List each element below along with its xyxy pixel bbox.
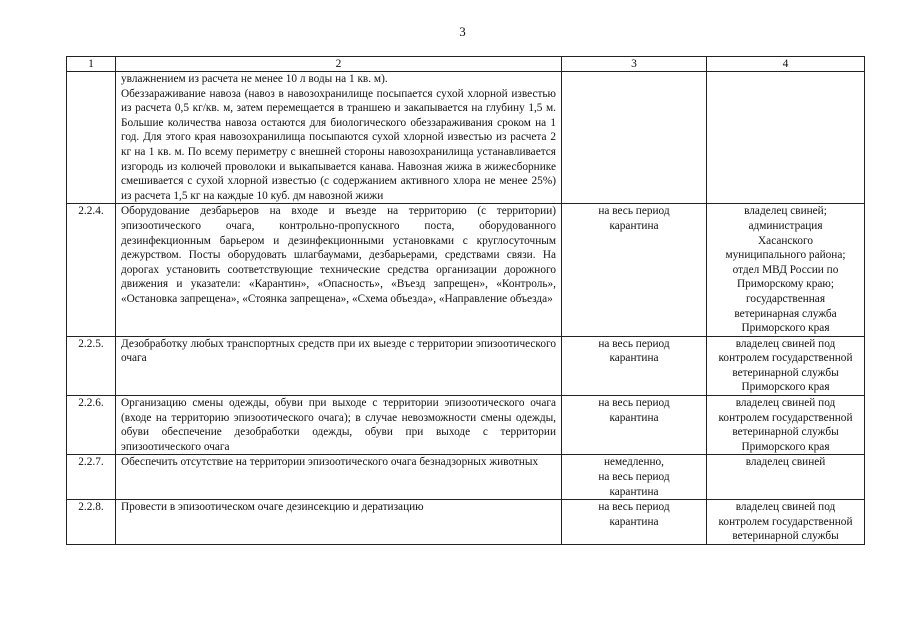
responsible-line: отдел МВД России по: [732, 263, 839, 276]
term-cell: [562, 455, 707, 500]
term-line: карантина: [609, 219, 659, 232]
measure-paragraph: Обеззараживание навоза (навоз в навозохранилище посыпается сухой хлорной известью из расчета 0,5 кг/кв. м, затем перемещается в траншею и закапывается на глубину 1,5 м. Большие количества навоза остаются для биологического обеззараживания сроком на 1 год. Для этого края навозохранилища посыпаются сухой хлорной известью из расчета 2 кг на 1 кв. м. По всему периметру с внешней стороны навозохранилища устанавливается изгородь из колючей проволоки и выкапывается канава. Навозная жижа в жижесборнике смешивается с сухой хлорной известью (с содержанием активного хлора не менее 25%) из расчета 1,5 кг на каждые 10 куб. дм навозной жижи: [121, 87, 556, 202]
table-row: [67, 336, 865, 395]
term-cell: [562, 500, 707, 545]
term-line: на весь период: [598, 205, 670, 218]
responsible-line: Приморского края: [741, 440, 830, 453]
table-row: [67, 396, 865, 455]
term-line: на весь период: [598, 501, 670, 514]
measure-paragraph: Обеспечить отсутствие на территории эпизоотического очага безнадзорных животных: [121, 456, 539, 469]
table-row: [67, 72, 865, 204]
term-cell: [562, 72, 707, 204]
responsible-line: ветеринарной службы: [732, 530, 839, 543]
row-number: 2.2.8.: [67, 500, 116, 545]
responsible-line: владелец свиней под: [735, 501, 836, 514]
table-header-row: [67, 57, 865, 72]
responsible-line: ветеринарной службы: [732, 426, 839, 439]
responsible-line: администрация: [748, 219, 823, 232]
measure-paragraph: Провести в эпизоотическом очаге дезинсекцию и дератизацию: [121, 501, 424, 514]
column-header-4: 4: [707, 57, 865, 72]
term-cell: [562, 204, 707, 336]
responsible-cell: [707, 204, 865, 336]
measure-text: [116, 72, 562, 204]
page-number: 3: [459, 24, 466, 39]
row-number: 2.2.7.: [67, 455, 116, 500]
term-cell: [562, 336, 707, 395]
term-line: на весь период: [598, 397, 670, 410]
measure-text: [116, 204, 562, 336]
responsible-line: владелец свиней;: [744, 205, 827, 218]
responsible-cell: [707, 72, 865, 204]
table-row: [67, 204, 865, 336]
column-header-2: 2: [116, 57, 562, 72]
responsible-line: муниципального района;: [725, 249, 846, 262]
responsible-line: контролем государственной: [718, 515, 853, 528]
measure-text: [116, 336, 562, 395]
term-cell: [562, 396, 707, 455]
measure-paragraph: Организацию смены одежды, обуви при выходе с территории эпизоотического очага (входе на территорию эпизоотического очага); в случае невозможности смены одежды, обуви обеспечение дезобработки одежды, обуви при выходе с территории эпизоотического очага: [121, 397, 556, 453]
responsible-line: государственная: [745, 292, 826, 305]
table-row: [67, 455, 865, 500]
row-number: 2.2.4.: [67, 204, 116, 336]
responsible-cell: [707, 336, 865, 395]
measure-paragraph: Оборудование дезбарьеров на входе и въезде на территорию (с территории) эпизоотического очага, контрольно-пропускного поста, оборудованного дезинфекционным барьером и дезинфекционными установками с круглосуточным дежурством. Посты оборудовать шлагбаумами, дезбарьерами, средствами связи. На дорогах установить соответствующие технические средства организации дорожного движения и указатели: «Карантин», «Опасность», «Въезд запрещен», «Контроль», «Остановка запрещена», «Стоянка запрещена», «Схема объезда», «Направление объезда»: [121, 205, 556, 305]
term-line: карантина: [609, 411, 659, 424]
measure-paragraph: увлажнением из расчета не менее 10 л воды на 1 кв. м).: [121, 73, 388, 85]
responsible-line: Приморскому краю;: [736, 278, 834, 291]
responsible-line: контролем государственной: [718, 352, 853, 365]
column-header-3: 3: [562, 57, 707, 72]
responsible-cell: [707, 455, 865, 500]
responsible-line: ветеринарная служба: [734, 307, 837, 320]
measure-text: [116, 500, 562, 545]
row-number: 2.2.5.: [67, 336, 116, 395]
column-header-1: 1: [67, 57, 116, 72]
responsible-line: Хасанского: [758, 234, 813, 247]
responsible-cell: [707, 396, 865, 455]
term-line: на весь период: [598, 471, 670, 484]
term-line: карантина: [609, 352, 659, 365]
responsible-line: Приморского края: [741, 381, 830, 394]
row-number: 2.2.6.: [67, 396, 116, 455]
table-row: [67, 500, 865, 545]
measures-table: [66, 56, 865, 545]
term-line: карантина: [609, 485, 659, 498]
term-line: немедленно,: [603, 456, 665, 469]
responsible-line: контролем государственной: [718, 411, 853, 424]
responsible-line: владелец свиней под: [735, 337, 836, 350]
measure-text: [116, 396, 562, 455]
term-line: карантина: [609, 515, 659, 528]
responsible-line: владелец свиней под: [735, 397, 836, 410]
measure-paragraph: Дезобработку любых транспортных средств при их выезде с территории эпизоотического очага: [121, 337, 556, 365]
row-number: [67, 72, 116, 204]
responsible-cell: [707, 500, 865, 545]
measure-text: [116, 455, 562, 500]
responsible-line: Приморского края: [741, 322, 830, 335]
term-line: на весь период: [598, 337, 670, 350]
responsible-line: ветеринарной службы: [732, 366, 839, 379]
responsible-line: владелец свиней: [745, 456, 826, 469]
